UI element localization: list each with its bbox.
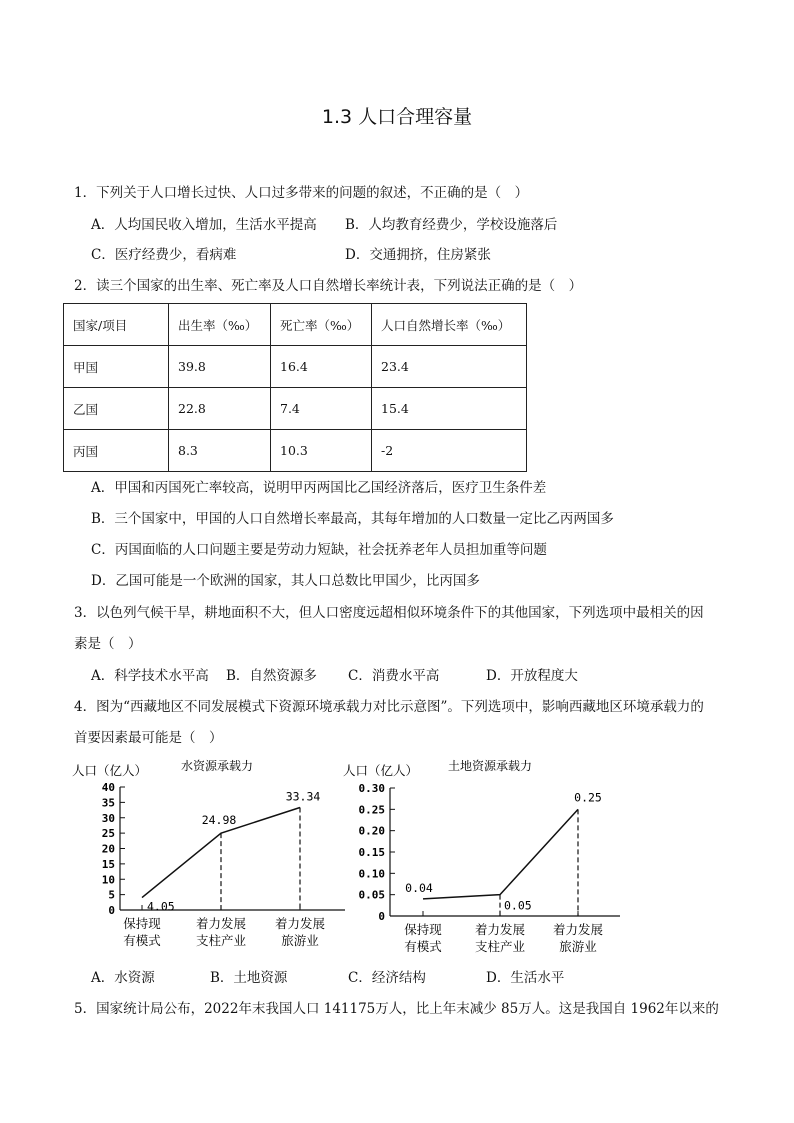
data-label: 4.05 <box>147 899 175 914</box>
table-cell: 8.3 <box>169 430 271 472</box>
table-cell: 乙国 <box>64 388 169 430</box>
x-tick-label: 着力发展 <box>195 916 247 931</box>
y-tick-label: 5 <box>108 888 115 902</box>
q4-option-b[interactable]: B．土地资源 <box>210 970 288 986</box>
water-resource-chart <box>60 755 350 955</box>
question-5-stem: 5．国家统计局公布，2022年末我国人口 141175万人，比上年末减少 85万人。这是我国自 1962年以来的 <box>74 1001 719 1017</box>
y-axis-label: 人口（亿人） <box>343 763 419 778</box>
chart-title: 土地资源承载力 <box>448 759 533 773</box>
y-axis-label: 人口（亿人） <box>72 763 148 778</box>
q2-option-a[interactable]: A．甲国和丙国死亡率较高，说明甲丙两国比乙国经济落后，医疗卫生条件差 <box>91 480 547 496</box>
table-cell: -2 <box>372 430 527 472</box>
question-2-stem: 2．读三个国家的出生率、死亡率及人口自然增长率统计表，下列说法正确的是（ ） <box>74 278 583 294</box>
y-tick-label: 0 <box>378 910 385 923</box>
q3-option-c[interactable]: C．消费水平高 <box>348 668 440 684</box>
y-tick-label: 10 <box>101 873 115 887</box>
q1-option-d[interactable]: D．交通拥挤，住房紧张 <box>345 247 491 263</box>
q2-option-b[interactable]: B．三个国家中，甲国的人口自然增长率最高，其每年增加的人口数量一定比乙丙两国多 <box>91 511 614 527</box>
x-tick-label: 旅游业 <box>281 933 319 948</box>
question-4-stem-line2: 首要因素最可能是（ ） <box>74 730 223 746</box>
q2-option-c[interactable]: C．丙国面临的人口问题主要是劳动力短缺，社会抚养老年人员担加重等问题 <box>91 542 547 558</box>
table-header-cell: 人口自然增长率（‰） <box>372 304 527 346</box>
q3-option-b[interactable]: B．自然资源多 <box>226 668 317 684</box>
q3-option-a[interactable]: A．科学技术水平高 <box>91 668 209 684</box>
q1-option-b[interactable]: B．人均教育经费少，学校设施落后 <box>345 217 558 233</box>
y-tick-label: 0.10 <box>358 867 385 881</box>
x-tick-label: 支柱产业 <box>474 939 526 954</box>
y-tick-label: 0.25 <box>358 803 385 817</box>
y-tick-label: 0.05 <box>358 888 385 902</box>
q4-option-d[interactable]: D．生活水平 <box>486 970 565 986</box>
series-line <box>423 809 578 899</box>
data-label: 0.25 <box>574 790 602 805</box>
table-cell: 39.8 <box>169 346 271 388</box>
x-tick-label: 着力发展 <box>274 916 326 931</box>
table-header-row <box>64 304 527 346</box>
table-cell: 甲国 <box>64 346 169 388</box>
table-header-cell: 死亡率（‰） <box>271 304 372 346</box>
q4-option-a[interactable]: A．水资源 <box>91 970 155 986</box>
q2-option-d[interactable]: D．乙国可能是一个欧洲的国家，其人口总数比甲国少，比丙国多 <box>91 573 480 589</box>
x-tick-label: 支柱产业 <box>195 933 247 948</box>
y-tick-label: 0.15 <box>358 846 385 859</box>
table-row <box>64 346 527 388</box>
table-row <box>64 388 527 430</box>
page-title: 1.3 人口合理容量 <box>321 106 473 128</box>
x-tick-label: 有模式 <box>123 933 161 948</box>
data-label: 0.05 <box>504 898 532 913</box>
data-label: 24.98 <box>201 813 237 828</box>
table-cell: 15.4 <box>372 388 527 430</box>
x-tick-label: 有模式 <box>404 939 442 954</box>
x-tick-label: 保持现 <box>404 922 442 937</box>
y-tick-label: 15 <box>101 857 115 871</box>
y-tick-label: 40 <box>101 781 115 794</box>
x-tick-label: 着力发展 <box>474 922 526 937</box>
data-label: 0.04 <box>405 880 433 895</box>
q1-option-c[interactable]: C．医疗经费少，看病难 <box>91 247 237 263</box>
land-resource-chart <box>335 755 635 955</box>
table-header-cell: 出生率（‰） <box>169 304 271 346</box>
y-tick-label: 0 <box>108 904 115 917</box>
y-tick-label: 25 <box>101 827 115 841</box>
q3-option-d[interactable]: D．开放程度大 <box>486 668 578 684</box>
y-tick-label: 0.20 <box>358 824 385 838</box>
table-cell: 16.4 <box>271 346 372 388</box>
q1-option-a[interactable]: A．人均国民收入增加，生活水平提高 <box>91 217 317 233</box>
question-4-stem-line1: 4．图为“西藏地区不同发展模式下资源环境承载力对比示意图”。下列选项中，影响西藏地区环境承载力的 <box>74 699 704 715</box>
table-cell: 22.8 <box>169 388 271 430</box>
table-cell: 丙国 <box>64 430 169 472</box>
y-tick-label: 0.30 <box>358 782 385 795</box>
table-cell: 23.4 <box>372 346 527 388</box>
table-cell: 7.4 <box>271 388 372 430</box>
y-tick-label: 35 <box>101 796 115 810</box>
x-tick-label: 保持现 <box>123 916 161 931</box>
x-tick-label: 着力发展 <box>552 922 604 937</box>
q4-option-c[interactable]: C．经济结构 <box>348 970 426 986</box>
chart-title: 水资源承载力 <box>181 759 254 773</box>
y-tick-label: 30 <box>101 811 115 825</box>
table-row <box>64 430 527 472</box>
y-tick-label: 20 <box>101 842 115 856</box>
question-3-stem-line2: 素是（ ） <box>74 636 142 652</box>
table-header-cell: 国家/项目 <box>64 304 169 346</box>
question-3-stem-line1: 3．以色列气候干旱，耕地面积不大，但人口密度远超相似环境条件下的其他国家，下列选项中最相关的因 <box>74 605 704 621</box>
statistics-table <box>63 303 527 472</box>
x-tick-label: 旅游业 <box>559 939 597 954</box>
table-cell: 10.3 <box>271 430 372 472</box>
question-1-stem: 1．下列关于人口增长过快、人口过多带来的问题的叙述，不正确的是（ ） <box>74 185 529 201</box>
data-label: 33.34 <box>285 789 321 804</box>
